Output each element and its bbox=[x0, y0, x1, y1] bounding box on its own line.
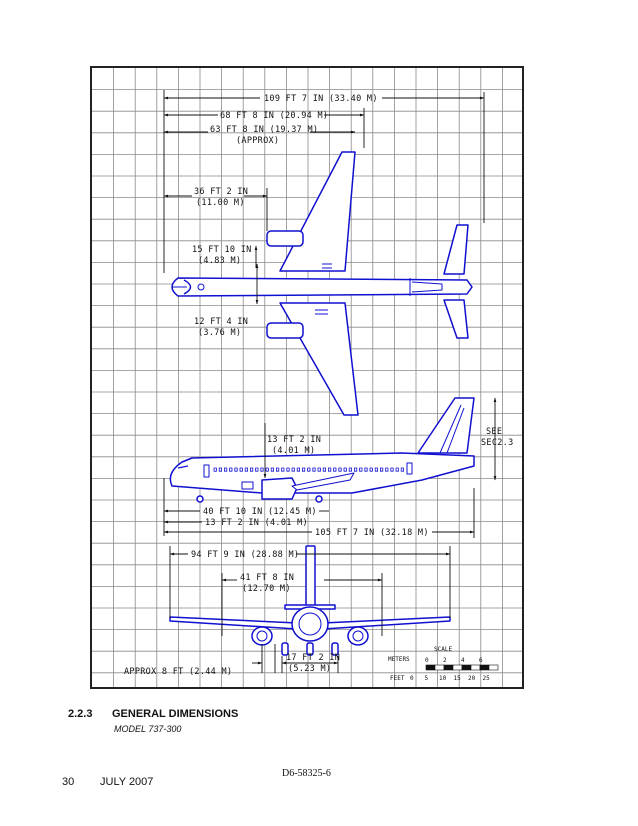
dim-41-m-label: (12.70 M) bbox=[242, 584, 291, 594]
scale-meters-label: METERS bbox=[388, 656, 410, 663]
scale-meters-tick: 6 bbox=[479, 657, 483, 664]
span-68-label: 68 FT 8 IN (20.94 M) bbox=[220, 111, 329, 121]
dim-17-ft-label: 17 FT 2 IN bbox=[286, 653, 341, 663]
scale-meters-tick: 4 bbox=[461, 657, 465, 664]
span-63-label: 63 FT 8 IN (19.37 M) bbox=[210, 125, 319, 135]
dim-36-ft-label: 36 FT 2 IN bbox=[194, 187, 249, 197]
section-number: 2.2.3 bbox=[68, 708, 93, 720]
dim-13-m-label: (4.01 M) bbox=[272, 446, 316, 456]
scale-title: SCALE bbox=[434, 646, 453, 653]
scale-feet-tick: 15 bbox=[453, 675, 461, 682]
dim-94-label: 94 FT 9 IN (28.88 M) bbox=[191, 550, 300, 560]
dim-41-ft-label: 41 FT 8 IN bbox=[240, 573, 295, 583]
general-dimensions-drawing bbox=[92, 68, 522, 687]
scale-feet-tick: 20 bbox=[468, 675, 476, 682]
drawing-frame bbox=[90, 66, 524, 689]
dim-105-label: 105 FT 7 IN (32.18 M) bbox=[315, 528, 429, 538]
dim-12-ft-label: 12 FT 4 IN bbox=[194, 317, 249, 327]
dim-17-m-label: (5.23 M) bbox=[288, 664, 332, 674]
aircraft-front-view bbox=[170, 546, 453, 655]
dim-40-label: 40 FT 10 IN (12.45 M) bbox=[203, 507, 317, 517]
section-title: GENERAL DIMENSIONS bbox=[112, 708, 239, 720]
model-label: MODEL 737-300 bbox=[114, 724, 182, 734]
overall-span-label: 109 FT 7 IN (33.40 M) bbox=[264, 94, 378, 104]
see-label: SEE bbox=[486, 427, 503, 437]
dim-36-m-label: (11.00 M) bbox=[196, 198, 245, 208]
scale-feet-tick: 0 bbox=[410, 675, 414, 682]
document-number: D6-58325-6 bbox=[282, 768, 331, 779]
dim-13-ft-label: 13 FT 2 IN bbox=[267, 435, 322, 445]
dimension-labels bbox=[124, 94, 514, 677]
page-number: 30 bbox=[62, 776, 75, 788]
scale-meters-tick: 2 bbox=[443, 657, 447, 664]
scale-feet-tick: 25 bbox=[482, 675, 490, 682]
sec-label: SEC2.3 bbox=[481, 438, 514, 448]
dim-13b-label: 13 FT 2 IN (4.01 M) bbox=[205, 518, 308, 528]
approx-label: (APPROX) bbox=[236, 136, 280, 146]
scale-feet-tick: 10 bbox=[439, 675, 447, 682]
dim-15-m-label: (4.83 M) bbox=[198, 256, 242, 266]
section-caption bbox=[68, 708, 238, 720]
scale-feet-label: FEET bbox=[390, 675, 405, 682]
dim-8-label: APPROX 8 FT (2.44 M) bbox=[124, 667, 233, 677]
page-date: JULY 2007 bbox=[100, 776, 154, 788]
dim-15-ft-label: 15 FT 10 IN bbox=[192, 245, 252, 255]
scale-feet-tick: 5 bbox=[424, 675, 429, 682]
dim-12-m-label: (3.76 M) bbox=[198, 328, 242, 338]
scale-meters-tick: 0 bbox=[425, 657, 429, 664]
